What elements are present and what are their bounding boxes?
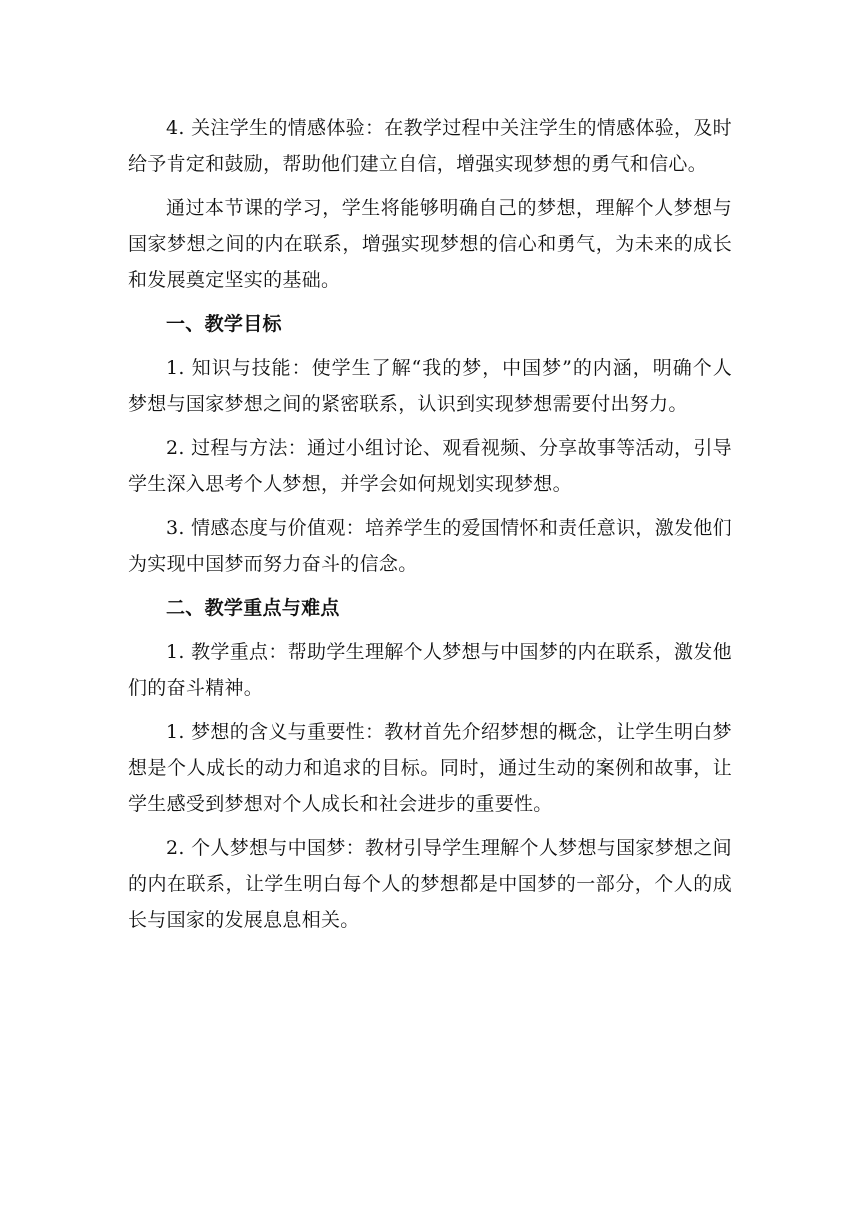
paragraph-emotion-values: 3. 情感态度与价值观：培养学生的爱国情怀和责任意识，激发他们为实现中国梦而努力奋斗的信念。: [128, 517, 732, 575]
paragraph-process-methods: 2. 过程与方法：通过小组讨论、观看视频、分享故事等活动，引导学生深入思考个人梦想，并学会如何规划实现梦想。: [128, 437, 732, 495]
paragraph-knowledge-skills: 1. 知识与技能：使学生了解“我的梦，中国梦”的内涵，明确个人梦想与国家梦想之间的紧密联系，认识到实现梦想需要付出努力。: [128, 357, 732, 415]
paragraph-emotional-experience: 4. 关注学生的情感体验：在教学过程中关注学生的情感体验，及时给予肯定和鼓励，帮助他们建立自信，增强实现梦想的勇气和信心。: [128, 117, 732, 175]
paragraph-dream-meaning: 1. 梦想的含义与重要性：教材首先介绍梦想的概念，让学生明白梦想是个人成长的动力和追求的目标。同时，通过生动的案例和故事，让学生感受到梦想对个人成长和社会进步的重要性。: [128, 721, 732, 815]
paragraph-teaching-focus: 1. 教学重点：帮助学生理解个人梦想与中国梦的内在联系，激发他们的奋斗精神。: [128, 641, 732, 699]
heading-teaching-goals: 一、教学目标: [166, 313, 282, 335]
paragraph-lesson-summary: 通过本节课的学习，学生将能够明确自己的梦想，理解个人梦想与国家梦想之间的内在联系，增强实现梦想的信心和勇气，为未来的成长和发展奠定坚实的基础。: [128, 197, 732, 291]
paragraph-personal-and-china-dream: 2. 个人梦想与中国梦：教材引导学生理解个人梦想与国家梦想之间的内在联系，让学生明白每个人的梦想都是中国梦的一部分，个人的成长与国家的发展息息相关。: [128, 837, 732, 931]
heading-key-difficult-points: 二、教学重点与难点: [166, 597, 340, 619]
